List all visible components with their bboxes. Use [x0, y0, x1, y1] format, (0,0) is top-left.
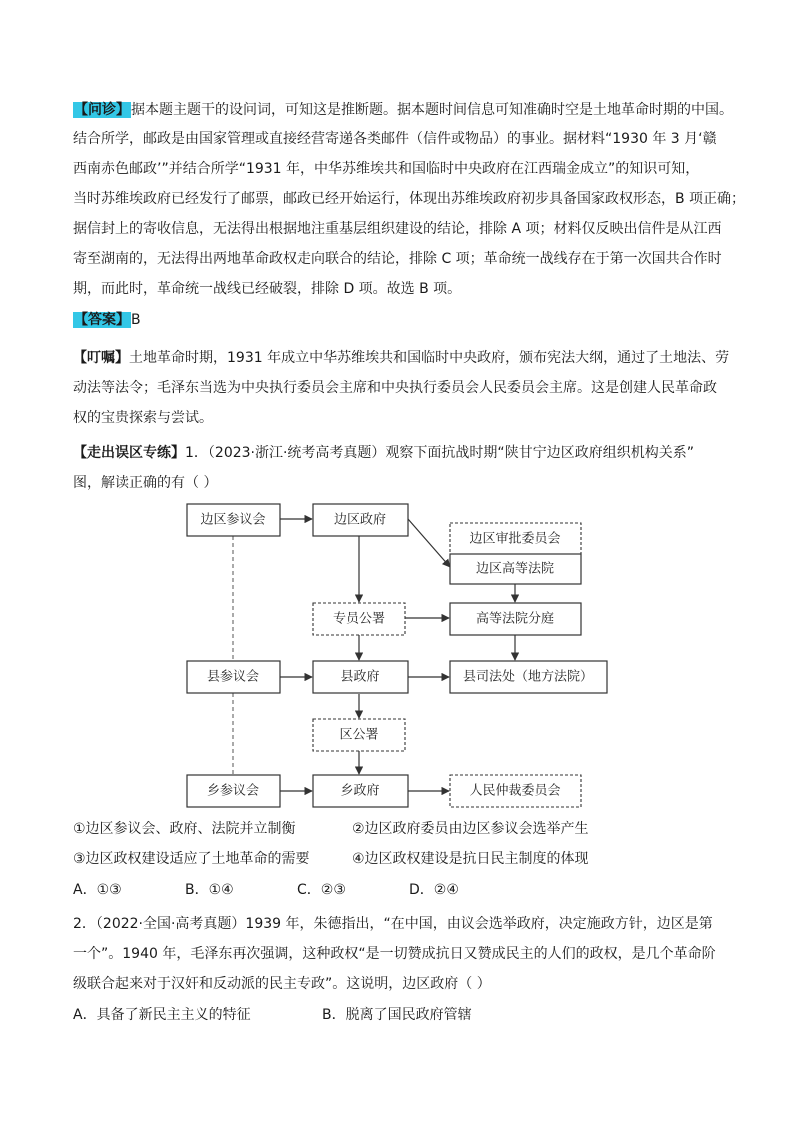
q1-statement-3: ③边区政权建设适应了土地革命的需要 — [73, 851, 310, 867]
q1-statement-2: ②边区政府委员由边区参议会选举产生 — [352, 821, 589, 837]
q1-choice-d[interactable]: D．②④ — [409, 882, 459, 898]
diagnosis-line-6: 寄至湖南的，无法得出两地革命政权走向联合的结论，排除 C 项；革命统一战线存在于第一次国共合作时 — [73, 251, 722, 267]
box-county-council — [187, 661, 280, 693]
arrow-gov-to-court — [408, 519, 450, 567]
svg-text:县政府: 县政府 — [340, 669, 380, 685]
q1-line-2: 图，解读正确的有（ ） — [73, 475, 218, 491]
svg-text:边区高等法院: 边区高等法院 — [475, 561, 555, 577]
diagnosis-line-5: 据信封上的寄收信息，无法得出根据地注重基层组织建设的结论，排除 A 项；材料仅反映出信件是从江西 — [73, 221, 722, 237]
box-review-committee — [450, 523, 581, 554]
svg-text:边区审批委员会: 边区审批委员会 — [469, 531, 561, 547]
diagnosis-line-3: 西南赤色邮政’”并结合所学“1931 年，中华苏维埃共和国临时中央政府在江西瑞金成立”的知识可知， — [73, 161, 700, 177]
diagnosis-line-7: 期，而此时，革命统一战线已经破裂，排除 D 项。故选 B 项。 — [73, 281, 462, 297]
box-commissioner-office — [313, 603, 405, 635]
box-township-government — [313, 775, 408, 807]
svg-text:县司法处（地方法院）: 县司法处（地方法院） — [462, 669, 594, 685]
svg-text:乡政府: 乡政府 — [340, 783, 380, 799]
reminder-tag: 【叮嘱】 — [73, 350, 129, 366]
svg-text:人民仲裁委员会: 人民仲裁委员会 — [469, 783, 561, 799]
reminder-line-2: 动法等法令；毛泽东当选为中央执行委员会主席和中央执行委员会人民委员会主席。这是创建人民革命政 — [73, 380, 717, 396]
svg-text:乡参议会: 乡参议会 — [206, 783, 260, 799]
q2-line-2: 一个”。1940 年，毛泽东再次强调，这种政权“是一切赞成抗日又赞成民主的人们的政权，是几个革命阶 — [73, 946, 716, 962]
box-high-court-branch — [450, 603, 581, 635]
svg-text:专员公署: 专员公署 — [332, 611, 386, 627]
box-district-office — [313, 719, 405, 751]
answer-value: B — [131, 312, 141, 328]
box-township-council — [187, 775, 280, 807]
answer-tag: 【答案】 — [74, 312, 130, 328]
diagnosis-line-2: 结合所学，邮政是由国家管理或直接经营寄递各类邮件（信件或物品）的事业。据材料“1930 年 3 月‘赣 — [73, 131, 717, 147]
box-high-court — [450, 554, 581, 584]
box-border-council — [187, 504, 280, 536]
box-arbitration-committee — [450, 775, 581, 807]
reminder-line-3: 权的宝贵探索与尝试。 — [73, 410, 213, 426]
box-county-judicial — [450, 661, 607, 693]
box-county-government — [313, 661, 408, 693]
svg-text:边区政府: 边区政府 — [333, 512, 387, 528]
q1-choice-b[interactable]: B．①④ — [185, 882, 234, 898]
q2-line-3: 级联合起来对于汉奸和反动派的民主专政”。这说明，边区政府（ ） — [73, 976, 491, 992]
diagnosis-line-1: 【问诊】据本题主题干的设问词，可知这是推断题。据本题时间信息可知准确时空是土地革命时期的中国。 — [74, 102, 733, 118]
q1-statement-1: ①边区参议会、政府、法院并立制衡 — [73, 821, 296, 837]
q1-choice-a[interactable]: A．①③ — [73, 882, 122, 898]
q2-choice-b[interactable]: B．脱离了国民政府管辖 — [322, 1007, 472, 1023]
q2-choice-a[interactable]: A．具备了新民主主义的特征 — [73, 1007, 251, 1023]
box-border-government — [313, 504, 408, 536]
q1-statement-4: ④边区政权建设是抗日民主制度的体现 — [352, 851, 589, 867]
svg-text:区公署: 区公署 — [339, 727, 379, 743]
svg-text:县参议会: 县参议会 — [206, 669, 260, 685]
q2-line-1: 2．（2022·全国·高考真题）1939 年，朱德指出，“在中国，由议会选举政府，决定施政方针，边区是第 — [73, 916, 713, 932]
q1-choice-c[interactable]: C．②③ — [297, 882, 346, 898]
svg-text:高等法院分庭: 高等法院分庭 — [475, 611, 555, 627]
practice-tag: 【走出误区专练】 — [73, 445, 185, 461]
q1-line-1: 【走出误区专练】1．（2023·浙江·统考高考真题）观察下面抗战时期“陕甘宁边区政府组织机构关系” — [73, 445, 694, 461]
reminder-line-1: 【叮嘱】土地革命时期，1931 年成立中华苏维埃共和国临时中央政府，颁布宪法大纲，通过了土地法、劳 — [73, 350, 730, 366]
svg-text:边区参议会: 边区参议会 — [200, 512, 266, 528]
diagnosis-line-4: 当时苏维埃政府已经发行了邮票，邮政已经开始运行，体现出苏维埃政府初步具备国家政权形态，B 项正确； — [73, 191, 746, 207]
diagnosis-tag: 【问诊】 — [74, 102, 130, 118]
